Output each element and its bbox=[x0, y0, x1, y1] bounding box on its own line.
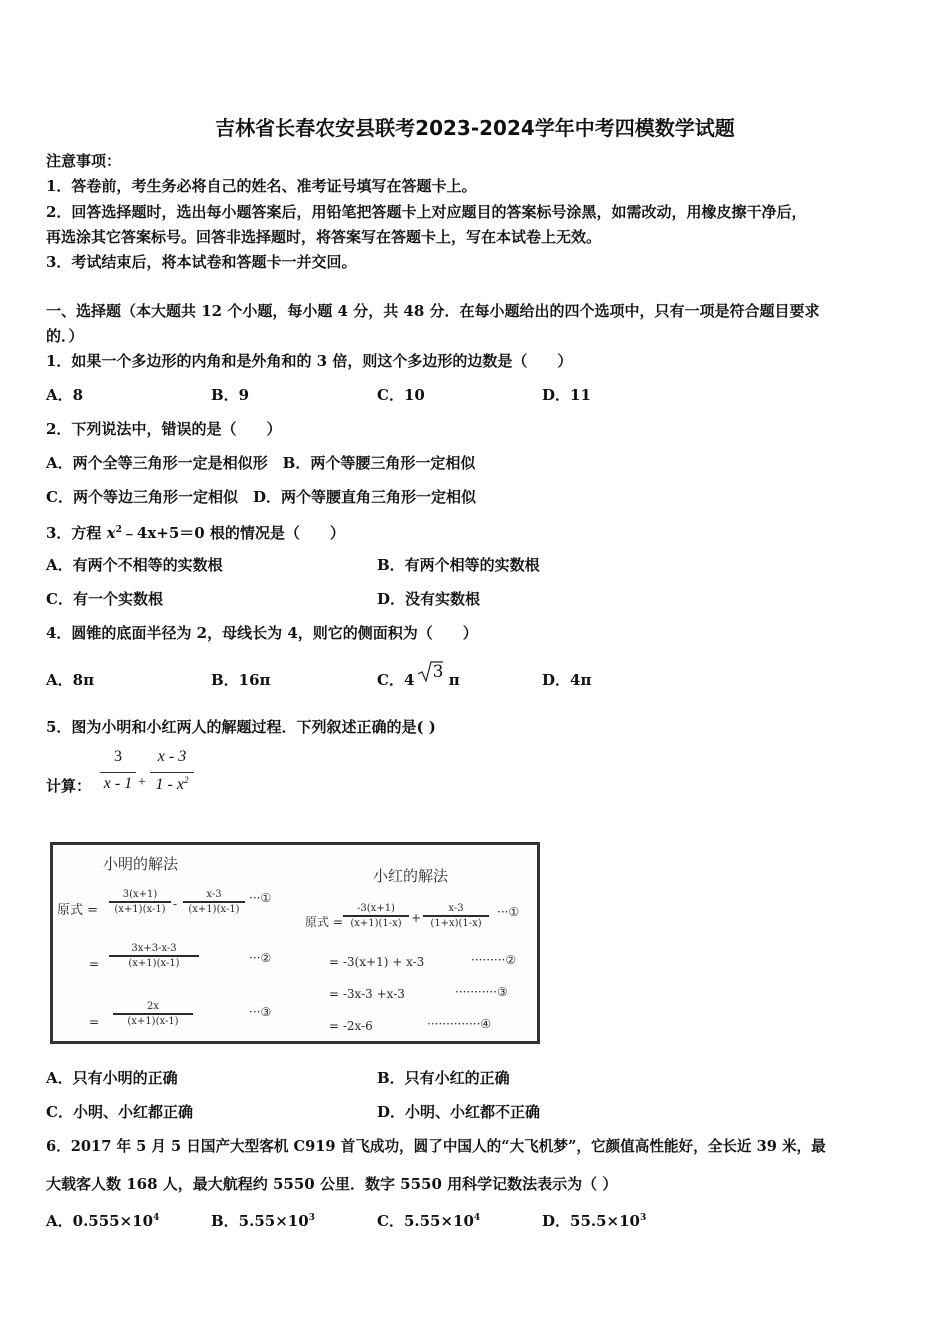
ming-step1-frac1-bar bbox=[109, 901, 171, 903]
expression-fraction-2 bbox=[148, 748, 196, 798]
q1-option-c: C．10 bbox=[377, 386, 425, 404]
hong-step1-frac1-num: -3(x+1) bbox=[357, 903, 395, 914]
notice-item-3: 3．考试结束后，将本试卷和答题卡一并交回。 bbox=[46, 253, 357, 271]
notice-heading: 注意事项： bbox=[46, 152, 122, 170]
q2-options-row-2: C．两个等边三角形一定相似 D．两个等腰直角三角形一定相似 bbox=[46, 488, 476, 506]
question-1-stem: 1．如果一个多边形的内角和是外角和的 3 倍，则这个多边形的边数是（ ） bbox=[46, 352, 573, 370]
hong-step1-frac2-bar bbox=[423, 915, 489, 917]
q1-option-b: B．9 bbox=[211, 386, 250, 404]
ming-step2-frac bbox=[109, 943, 199, 969]
q4-option-c bbox=[377, 662, 460, 690]
q1-option-a: A．8 bbox=[46, 386, 84, 404]
q5-option-a: A．只有小明的正确 bbox=[46, 1069, 178, 1087]
page-title: 吉林省长春农安县联考2023-2024学年中考四模数学试题 bbox=[215, 116, 735, 140]
q6-option-c bbox=[377, 1208, 480, 1231]
ming-step3-den: (x+1)(x-1) bbox=[127, 1016, 179, 1027]
radical-sign bbox=[417, 661, 443, 683]
q1-option-d: D．11 bbox=[542, 386, 591, 404]
expression-fraction-1 bbox=[98, 748, 138, 798]
q3-stem-post: ﹣4x+5＝0 根的情况是（ ） bbox=[121, 524, 345, 542]
ming-step3-bar bbox=[113, 1013, 193, 1015]
q4-option-a: A．8π bbox=[46, 671, 95, 689]
ming-step1-frac1-num: 3(x+1) bbox=[122, 889, 158, 900]
q6-option-b-exp: 3 bbox=[308, 1213, 315, 1223]
question-5-stem: 5．图为小明和小红两人的解题过程．下列叙述正确的是( ) bbox=[46, 718, 436, 736]
hong-step1-frac1-den: (x+1)(1-x) bbox=[350, 918, 402, 929]
ming-step3-eq: = bbox=[89, 1015, 100, 1029]
hong-step2-mark: ·········② bbox=[471, 953, 517, 967]
ming-lead: 原式 = bbox=[57, 903, 99, 918]
fraction-2-numerator: x - 3 bbox=[157, 748, 187, 765]
ming-step1-frac2 bbox=[183, 889, 245, 915]
fraction-1-denominator: x - 1 bbox=[103, 775, 133, 792]
q6-option-a bbox=[46, 1208, 159, 1231]
q6-option-a-base: A．0.555×10 bbox=[46, 1212, 154, 1230]
hong-step4-mark: ··············④ bbox=[427, 1017, 492, 1031]
q6-option-c-base: C．5.55×10 bbox=[377, 1212, 474, 1230]
ming-step2-mark: ···② bbox=[249, 951, 272, 965]
q6-option-c-exp: 4 bbox=[473, 1213, 481, 1223]
q6-option-b bbox=[211, 1208, 315, 1231]
question-6-line-1: 6．2017 年 5 月 5 日国产大型客机 C919 首飞成功，圆了中国人的“大飞机梦”，它颜值高性能好，全长近 39 米，最 bbox=[46, 1138, 826, 1155]
notice-item-1: 1．答卷前，考生务必将自己的姓名、准考证号填写在答题卡上。 bbox=[46, 177, 477, 195]
q6-option-d-base: D．55.5×10 bbox=[542, 1212, 640, 1230]
ming-step2-eq: = bbox=[89, 957, 100, 971]
question-2-stem: 2．下列说法中，错误的是（ ） bbox=[46, 420, 282, 438]
q4-option-c-post: π bbox=[448, 671, 460, 689]
q5-option-b: B．只有小红的正确 bbox=[377, 1069, 510, 1087]
q5-option-c: C．小明、小红都正确 bbox=[46, 1103, 193, 1121]
hong-step4: = -2x-6 bbox=[329, 1019, 373, 1033]
hong-step3-mark: ···········③ bbox=[455, 985, 508, 999]
q3-option-b: B．有两个相等的实数根 bbox=[377, 556, 540, 574]
calc-label: 计算： bbox=[46, 777, 92, 795]
ming-step1-op: - bbox=[173, 897, 178, 911]
hong-title: 小红的解法 bbox=[373, 867, 449, 885]
q3-option-a: A．有两个不相等的实数根 bbox=[46, 556, 223, 574]
q4-option-c-pre: C．4 bbox=[377, 671, 415, 689]
ming-step3-frac bbox=[113, 1001, 193, 1027]
ming-step2-bar bbox=[109, 955, 199, 957]
section-heading-cont: 的．） bbox=[46, 327, 84, 345]
question-3-stem bbox=[46, 520, 345, 543]
ming-title: 小明的解法 bbox=[103, 855, 179, 873]
hong-lead: 原式 = bbox=[305, 915, 343, 929]
ming-step1-frac1-den: (x+1)(x-1) bbox=[114, 904, 166, 915]
fraction-2-denominator-base: 1 - x bbox=[155, 776, 184, 793]
ming-step1-frac2-bar bbox=[183, 901, 245, 903]
ming-step3-mark: ···③ bbox=[249, 1005, 272, 1019]
section-heading: 一、选择题（本大题共 12 个小题，每小题 4 分，共 48 分．在每小题给出的四个选项中，只有一项是符合题目要求 bbox=[46, 302, 820, 320]
fraction-2-bar bbox=[150, 772, 194, 773]
hong-step1-frac2-den: (1+x)(1-x) bbox=[430, 918, 482, 929]
q2-options-row-1: A．两个全等三角形一定是相似形 B．两个等腰三角形一定相似 bbox=[46, 454, 476, 472]
notice-item-2-cont: 再选涂其它答案标号。回答非选择题时，将答案写在答题卡上，写在本试卷上无效。 bbox=[46, 228, 602, 246]
fraction-1-numerator: 3 bbox=[114, 748, 122, 765]
q3-stem-pre: 3．方程 bbox=[46, 524, 107, 542]
q6-option-b-base: B．5.55×10 bbox=[211, 1212, 309, 1230]
q4-option-d: D．4π bbox=[542, 671, 592, 689]
ming-step1-mark: ···① bbox=[249, 891, 272, 905]
q6-option-a-exp: 4 bbox=[153, 1213, 160, 1223]
ming-step2-den: (x+1)(x-1) bbox=[128, 958, 180, 969]
q5-option-d: D．小明、小红都不正确 bbox=[377, 1103, 541, 1121]
sqrt-symbol bbox=[420, 662, 444, 682]
q3-option-c: C．有一个实数根 bbox=[46, 590, 163, 608]
hong-step3: = -3x-3 +x-3 bbox=[329, 987, 405, 1001]
ming-step1-frac2-den: (x+1)(x-1) bbox=[188, 904, 240, 915]
q3-var: x bbox=[106, 524, 116, 542]
hong-step1-mark: ···① bbox=[497, 905, 520, 919]
hong-step1-frac2-num: x-3 bbox=[448, 903, 464, 914]
ming-step3-num: 2x bbox=[146, 1001, 159, 1012]
plus-sign: + bbox=[138, 775, 146, 790]
ming-step1-frac2-num: x-3 bbox=[206, 889, 222, 900]
fraction-2-denominator-exp: 2 bbox=[183, 775, 189, 785]
notice-item-2: 2．回答选择题时，选出每小题答案后，用铅笔把答题卡上对应题目的答案标号涂黑，如需改动，用橡皮擦干净后， bbox=[46, 203, 807, 221]
q6-option-d bbox=[542, 1208, 646, 1231]
fraction-2-denominator bbox=[148, 775, 196, 794]
hong-step1-frac2 bbox=[423, 903, 489, 929]
fraction-1-bar bbox=[100, 772, 136, 773]
question-6-line-2: 大载客人数 168 人，最大航程约 5550 公里．数字 5550 用科学记数法表示为（ ） bbox=[46, 1175, 618, 1193]
question-4-stem: 4．圆锥的底面半径为 2，母线长为 4，则它的侧面积为（ ） bbox=[46, 624, 478, 642]
hong-step1-op: + bbox=[411, 911, 422, 925]
q6-option-d-exp: 3 bbox=[639, 1213, 647, 1223]
q3-exp: 2 bbox=[115, 525, 122, 535]
ming-step1-frac1 bbox=[109, 889, 171, 915]
hong-step1-frac1-bar bbox=[343, 915, 409, 917]
q3-option-d: D．没有实数根 bbox=[377, 590, 481, 608]
solution-image bbox=[50, 842, 540, 1044]
hong-step2: = -3(x+1) + x-3 bbox=[329, 955, 425, 969]
hong-step1-frac1 bbox=[343, 903, 409, 929]
q4-option-c-radicand: 3 bbox=[432, 662, 444, 682]
q4-option-b: B．16π bbox=[211, 671, 271, 689]
ming-step2-num: 3x+3-x-3 bbox=[131, 943, 177, 954]
